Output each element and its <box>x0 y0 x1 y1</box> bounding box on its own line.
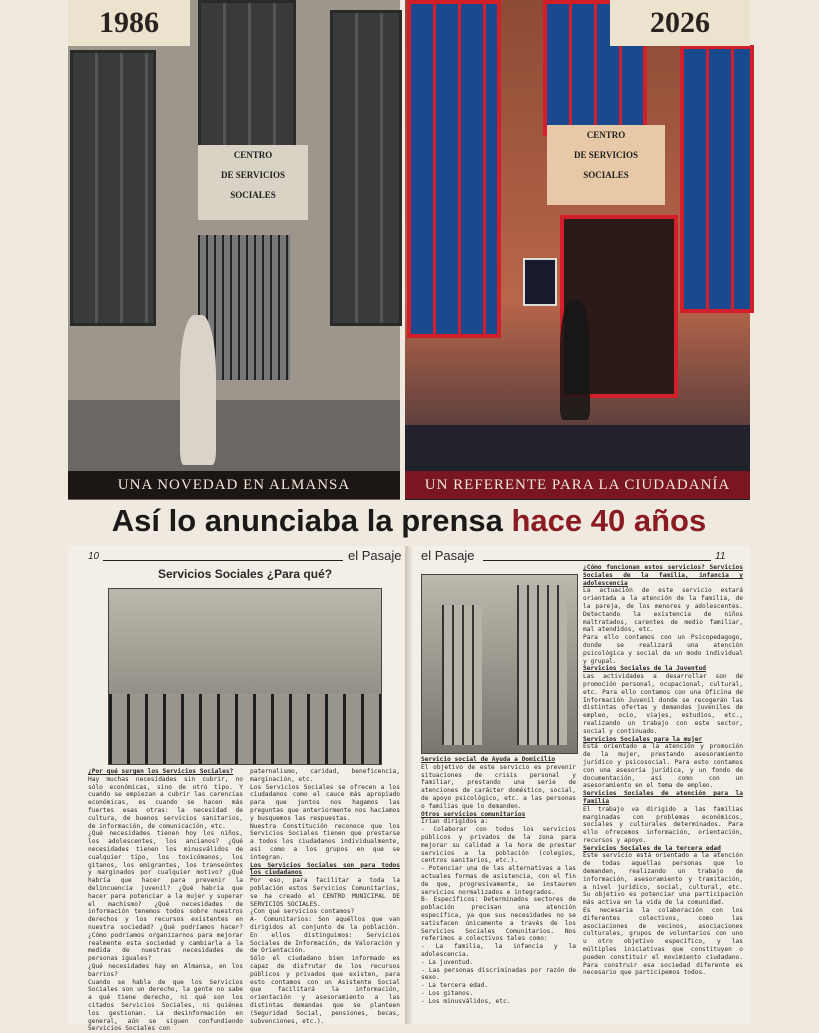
page-fold <box>405 546 413 1024</box>
building-sign <box>547 125 665 205</box>
headline-accent: hace 40 años <box>511 503 707 538</box>
article-photo <box>421 574 578 754</box>
window <box>198 0 296 166</box>
railing <box>109 694 381 764</box>
column-heading: ¿Por qué surgen los Servicios Sociales? <box>88 768 234 775</box>
header-rule <box>103 560 343 561</box>
column-text: Irían dirigidos a: - Colaborar con todos los servicios públicos y privados de la zona para mejorar su calidad a la hora de prestar servicios a la población (colegios, centros sanitarios, etc.). - Potenciar una de las alternativas a las actuales formas de asistencia, con el fin de que, progresivamente, se instauren servicios normalizados e integrados. B- Específicos: Determinados sectores de población precisan una atención específica, ya que sus necesidades no se satisfacen únicamente a través de los Servicios Sociales Comunitarios. Nos referimos a colectivos tales como: - La familia, la infancia y la adolescencia. - La juventud. - Las personas discriminadas por razón de sexo. - La tercera edad. - Los gitanos. - Los minusválidos, etc. <box>421 818 576 1005</box>
window <box>330 10 402 326</box>
column-text: Hay muchas necesidades sin cubrir, no sólo económicas, sino de otro tipo. Y cuando se empiezan a cubrir las carencias económicas, es cuando se hacen más fuertes esas otras: la necesidad de cultura, de buenos servicios sanitarios, de información, de comunicación, etc. ¿Qué necesidades tienen hoy los niños, los adolescentes, los ancianos? ¿Qué necesidades tienen los minusválidos de cualquier tipo, los toxicómanos, los gitanos, los emigrantes, los transeúntes y marginados por cualquier motivo? ¿Qué habría que hacer para prevenir la delincuencia juvenil? ¿Qué habría que hacer para potenciar a la mujer y superar el machismo? ¿Qué necesidades de información tenemos todos sobre nuestros derechos y los recursos existentes en nuestra sociedad? ¿Qué podríamos hacer? ¿Cómo podríamos organizarnos para mejorar realmente esta sociedad y cambiarla a la medida de nuestras necesidades de personas iguales? ¿Qué necesidades hay en Almansa, en los barrios? Cuando se habla de que los Servicios Sociales son un derecho, la gente no sabe a qué tiene derecho, ni qué son los citados Servicios Sociales, ni quiénes los gestionan. La desinformación en general, aún se siguen confundiendo Servicios Sociales con <box>88 775 243 1033</box>
window <box>680 45 754 313</box>
column-heading: Servicio social de Ayuda a Domicilio <box>421 756 556 763</box>
sign-line: DE SERVICIOS <box>574 150 638 160</box>
column-text: Por eso, para facilitar a toda la población estos Servicios Comunitarios, se ha creado el CENTRO MUNICIPAL DE SERVICIOS SOCIALES. ¿Con qué servicios contamos? A- Comunitarios: Son aquéllos que van dirigidos al conjunto de la población. En ellos distinguimos: Servicios Sociales de Información, de Valoración y de Orientación. Sólo el ciudadano bien informado es capaz de disfrutar de los recursos públicos y privados que existen, para esto contamos con un Asistente Social que facilitará la información, orientación y asesoramiento a las distintas demandas que se planteen (Seguridad Social, pensiones, becas, subvenciones, etc.). <box>250 877 400 1025</box>
header-rule <box>483 560 711 561</box>
page-number: 11 <box>715 551 726 562</box>
column-text: La actuación de este servicio estará orientada a la atención de la familia, de la pareja, de los menores y adolescentes. Detectando la existencia de niños maltratados, carentes de medio familiar, mal atendidos, etc. Para ello contamos con un Psicopedagogo, donde se realizará una atención psicológica y social de un modo individual y grupal. <box>583 587 743 665</box>
headline <box>68 503 750 539</box>
sign-line: SOCIALES <box>583 170 629 180</box>
column-text: paternalismo, caridad, beneficencia, marginación, etc. Los Servicios Sociales se ofrecen a los ciudadanos como el cauce más apropiado para que juntos nos hagamos las preguntas que anteriormente nos hacíamos y busquemos las respuestas. Nuestra Constitución reconoce que los Servicios Sociales tienen que prestarse a todos los ciudadanos individualmente, así como a los grupos en que se integran. <box>250 768 400 861</box>
article-title: Servicios Sociales ¿Para qué? <box>158 567 333 581</box>
caption-2026: UN REFERENTE PARA LA CIUDADANÍA <box>405 471 750 499</box>
headline-main: Así lo anunciaba la prensa <box>111 503 512 538</box>
sign-line: SOCIALES <box>230 190 276 200</box>
building-window <box>442 605 482 745</box>
column-text: Está orientado a la atención y promoción de la mujer, prestando asesoramiento jurídico y psicosocial. Para esto contamos con una asesoría jurídica, y un fondo de documentación, así como con un asesoramiento en el tema de empleo. <box>583 743 743 790</box>
column-heading: Servicios Sociales de atención para la familia <box>583 790 743 805</box>
sign-line: CENTRO <box>586 130 626 140</box>
building-window <box>517 585 567 745</box>
column-text: Este servicio está orientado a la atención de todas aquellas personas que lo demanden, realizando un trabajo de información, asesoramiento y tramitación, a nivel jurídico, social, cultural, etc. Su objetivo es potenciar una participación más activa en la vida de la comunidad. Es necesaria la colaboración con los diferentes colectivos, como las asociaciones de vecinos, asociaciones culturales, grupos de voluntarios con uno u otro objetivo específico, y las múltiples iniciativas que constituyen o pueden constituir el movimiento ciudadano. Para construir esa sociedad diferente es necesario que participemos todos. <box>583 852 743 977</box>
year-label-1986: 1986 <box>68 0 190 46</box>
column-text: Las actividades a desarrollar son de promoción personal, ocupacional, cultural, etc. Para ello contamos con una Oficina de Información Juvenil donde se recogerán las distintas ofertas y demandas juveniles de empleo, ocio, viajes, estudios, etc., realizando un trabajo con este sector, social y continuado. <box>583 673 743 735</box>
column-heading: Servicios Sociales para la mujer <box>583 735 703 743</box>
poster <box>523 258 557 306</box>
walking-woman <box>180 315 216 465</box>
column-heading: ¿Cómo funcionan estos servicios? Servicios Sociales de la familia, infancia y adolescencia <box>583 564 743 587</box>
walking-person <box>560 300 590 420</box>
column-text: El trabajo va dirigido a las familias marginadas con problemas económicos, sociales y culturales determinados. Para ello ofrecemos información, orientación, recursos y apoyo. <box>583 805 743 844</box>
masthead: el Pasaje <box>421 548 475 563</box>
column-heading: Los Servicios Sociales son para todos los ciudadanos <box>250 861 400 877</box>
newspaper-page-right <box>413 546 750 1024</box>
column-text: El objetivo de este servicio es prevenir situaciones de crisis personal y familiar, prestando una serie de atenciones de carácter doméstico, social, de apoyo psicológico, etc. a las personas o familias que lo demanden. <box>421 763 576 810</box>
window <box>407 0 501 338</box>
article-column <box>583 564 743 1024</box>
newspaper-page-left <box>68 546 408 1033</box>
sign-line: DE SERVICIOS <box>221 170 285 180</box>
column-heading: Servicios Sociales de la tercera edad <box>583 844 721 852</box>
column-heading: Servicios Sociales de la Juventud <box>583 665 706 673</box>
column-heading: Otros servicios comunitarios <box>421 810 526 818</box>
caption-1986: UNA NOVEDAD EN ALMANSA <box>68 471 400 499</box>
page-number: 10 <box>88 551 100 562</box>
photo-1986 <box>68 0 400 500</box>
article-column <box>250 768 400 1024</box>
masthead: el Pasaje <box>348 548 402 563</box>
article-column <box>421 756 576 1024</box>
year-label-2026: 2026 <box>610 0 750 46</box>
sign-line: CENTRO <box>233 150 273 160</box>
photo-2026 <box>405 0 750 500</box>
article-photo <box>108 588 382 765</box>
building-sign <box>198 145 308 220</box>
article-column <box>88 768 243 1033</box>
window <box>70 50 156 326</box>
